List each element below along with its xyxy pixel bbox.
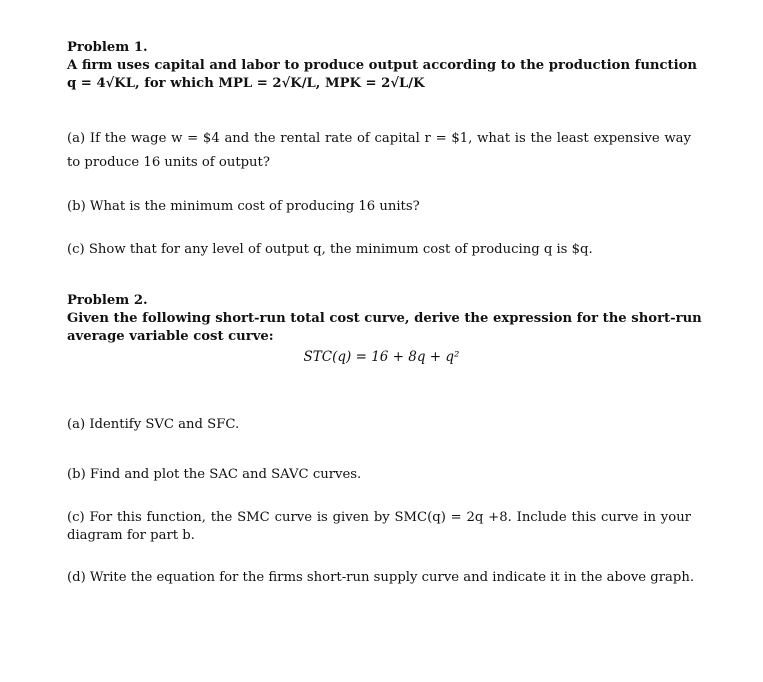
problem1-intro-line2: q = 4√KL, for which MPL = 2√K/L, MPK = 2√L/K [67,76,425,91]
problem2-part-d: (d) Write the equation for the firms short-run supply curve and indicate it in the above graph. [67,570,695,585]
problem2-equation: STC(q) = 16 + 8q + q² [303,349,460,365]
problem2-part-c-line2: diagram for part b. [67,528,195,543]
problem2-intro-line1: Given the following short-run total cost curve, derive the expression for the short-run [67,311,702,326]
problem2-title: Problem 2. [67,293,148,308]
problem1-title: Problem 1. [67,40,148,55]
problem2-intro-line2: average variable cost curve: [67,329,274,344]
problem2-part-a: (a) Identify SVC and SFC. [67,417,240,432]
problem2-part-b: (b) Find and plot the SAC and SAVC curves. [67,467,362,482]
problem1-part-a-line2: to produce 16 units of output? [67,155,270,170]
problem1-part-a-line1: (a) If the wage w = $4 and the rental rate of capital r = $1, what is the least expensive way [67,131,691,146]
problem1-part-b: (b) What is the minimum cost of producing 16 units? [67,199,420,214]
problem2-part-c-line1: (c) For this function, the SMC curve is given by SMC(q) = 2q +8. Include this curve in your [67,510,691,525]
problem1-part-c: (c) Show that for any level of output q, the minimum cost of producing q is $q. [67,242,593,257]
problem1-intro-line1: A firm uses capital and labor to produce output according to the production function [67,58,698,73]
